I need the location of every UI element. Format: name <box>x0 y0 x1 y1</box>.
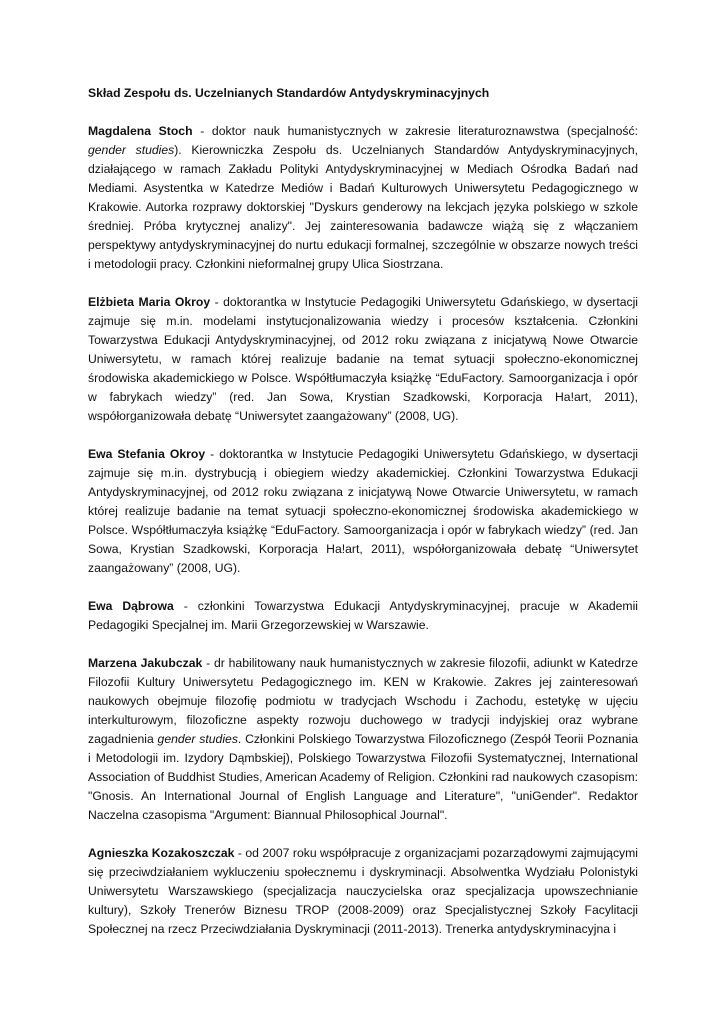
bio-text: - dr habilitowany nauk humanistycznych w zakresie filozofii, adiunkt w Katedrze Filozofii Kultury Uniwersytetu Pedagogicznego im. KEN w Krakowie. Zakres jej zainteresowań naukowych obejmuje filozofię podmiotu w tradycjach Wschodu i Zachodu, estetykę w ujęciu interkulturowym, filozoficzne aspekty rozwoju duchowego w tradycji indyjskiej oraz wybrane zagadnienia <box>88 656 639 746</box>
bio-name: Ewa Dąbrowa <box>88 599 174 613</box>
bio-text: - członkini Towarzystwa Edukacji Antydyskryminacyjnej, pracuje w Akademii Pedagogiki Specjalnej im. Marii Grzegorzewskiej w Warszawie. <box>88 599 638 632</box>
bio-name: Agnieszka Kozakoszczak <box>88 846 235 860</box>
bio-magdalena-stoch <box>88 122 638 274</box>
bio-text: - od 2007 roku współpracuje z organizacjami pozarządowymi zajmującymi się przeciwdziałaniem wykluczeniu społecznemu i dyskryminacji. Absolwentka Wydziału Polonistyki Uniwersytetu Warszawskiego (specjalizacja nauczycielska oraz specjalizacja upowszechnianie kultury), Szkoły Trenerów Biznesu TROP (2008-2009) oraz Specjalistycznej Szkoły Facylitacji Społecznej na rzecz Przeciwdziałania Dyskryminacji (2011-2013). Trenerka antydyskryminacyjna i <box>88 846 638 936</box>
bio-elzbieta-maria-okroy <box>88 293 638 426</box>
bio-text: - doktor nauk humanistycznych w zakresie literaturoznawstwa (specjalność: <box>192 124 638 138</box>
bio-name: Elżbieta Maria Okroy <box>88 295 211 309</box>
bio-italic-term: gender studies <box>88 143 175 157</box>
bio-text: - doktorantka w Instytucie Pedagogiki Uniwersytetu Gdańskiego, w dysertacji zajmuje się m.in. dystrybucją i obiegiem wiedzy akademickiej. Członkini Towarzystwa Edukacji Antydyskryminacyjnej, od 2012 roku związana z inicjatywą Nowe Otwarcie Uniwersytetu, w ramach której realizuje badanie na temat sytuacji społeczno-ekonomicznej środowiska akademickiego w Polsce. Współtłumaczyła książkę “EduFactory. Samoorganizacja i opór w fabrykach wiedzy” (red. Jan Sowa, Krystian Szadkowski, Korporacja Ha!art, 2011), współorganizowała debatę “Uniwersytet zaangażowany” (2008, UG). <box>88 447 638 575</box>
bio-agnieszka-kozakoszczak <box>88 844 638 939</box>
bio-text: . Członkini Polskiego Towarzystwa Filozoficznego (Zespół Teorii Poznania i Metodologii im. Izydory Dąmbskiej), Polskiego Towarzystwa Filozofii Systematycznej, International Association of Buddhist Studies, American Academy of Religion. Członkini rad naukowych czasopism: "Gnosis. An International Journal of English Language and Literature", "uniGender". Redaktor Naczelna czasopisma "Argument: Biannual Philosophical Journal". <box>88 732 639 822</box>
bio-marzena-jakubczak <box>88 654 638 825</box>
document-page <box>88 84 638 958</box>
bio-name: Magdalena Stoch <box>88 124 193 138</box>
bio-name: Marzena Jakubczak <box>88 656 203 670</box>
bio-name: Ewa Stefania Okroy <box>88 447 206 461</box>
bio-ewa-dabrowa <box>88 597 638 635</box>
bio-ewa-stefania-okroy <box>88 445 638 578</box>
bio-italic-term: gender studies <box>157 732 238 746</box>
bio-text: ). Kierowniczka Zespołu ds. Uczelnianych Standardów Antydyskryminacyjnych, działającego w ramach Zakładu Polityki Antydyskryminacyjnej w Mediach Ośrodka Badań nad Mediami. Asystentka w Katedrze Mediów i Badań Kulturowych Uniwersytetu Pedagogicznego w Krakowie. Autorka rozprawy doktorskiej "Dyskurs genderowy na lekcjach języka polskiego w szkole średniej. Próba krytycznej analizy". Jej zainteresowania badawcze wiążą się z włączaniem perspektywy antydyskryminacyjnej do nurtu edukacji formalnej, szczególnie w obszarze nowych treści i metodologii pracy. Członkini nieformalnej grupy Ulica Siostrzana. <box>88 143 638 271</box>
document-title: Skład Zespołu ds. Uczelnianych Standardów Antydyskryminacyjnych <box>88 86 490 100</box>
bio-text: - doktorantka w Instytucie Pedagogiki Uniwersytetu Gdańskiego, w dysertacji zajmuje się m.in. modelami instytucjonalizowania wiedzy i procesów kształcenia. Członkini Towarzystwa Edukacji Antydyskryminacyjnej, od 2012 roku związana z inicjatywą Nowe Otwarcie Uniwersytetu, w ramach której realizuje badanie na temat sytuacji społeczno-ekonomicznej środowiska akademickiego w Polsce. Współtłumaczyła książkę “EduFactory. Samoorganizacja i opór w fabrykach wiedzy” (red. Jan Sowa, Krystian Szadkowski, Korporacja Ha!art, 2011), współorganizowała debatę “Uniwersytet zaangażowany” (2008, UG). <box>88 295 639 423</box>
